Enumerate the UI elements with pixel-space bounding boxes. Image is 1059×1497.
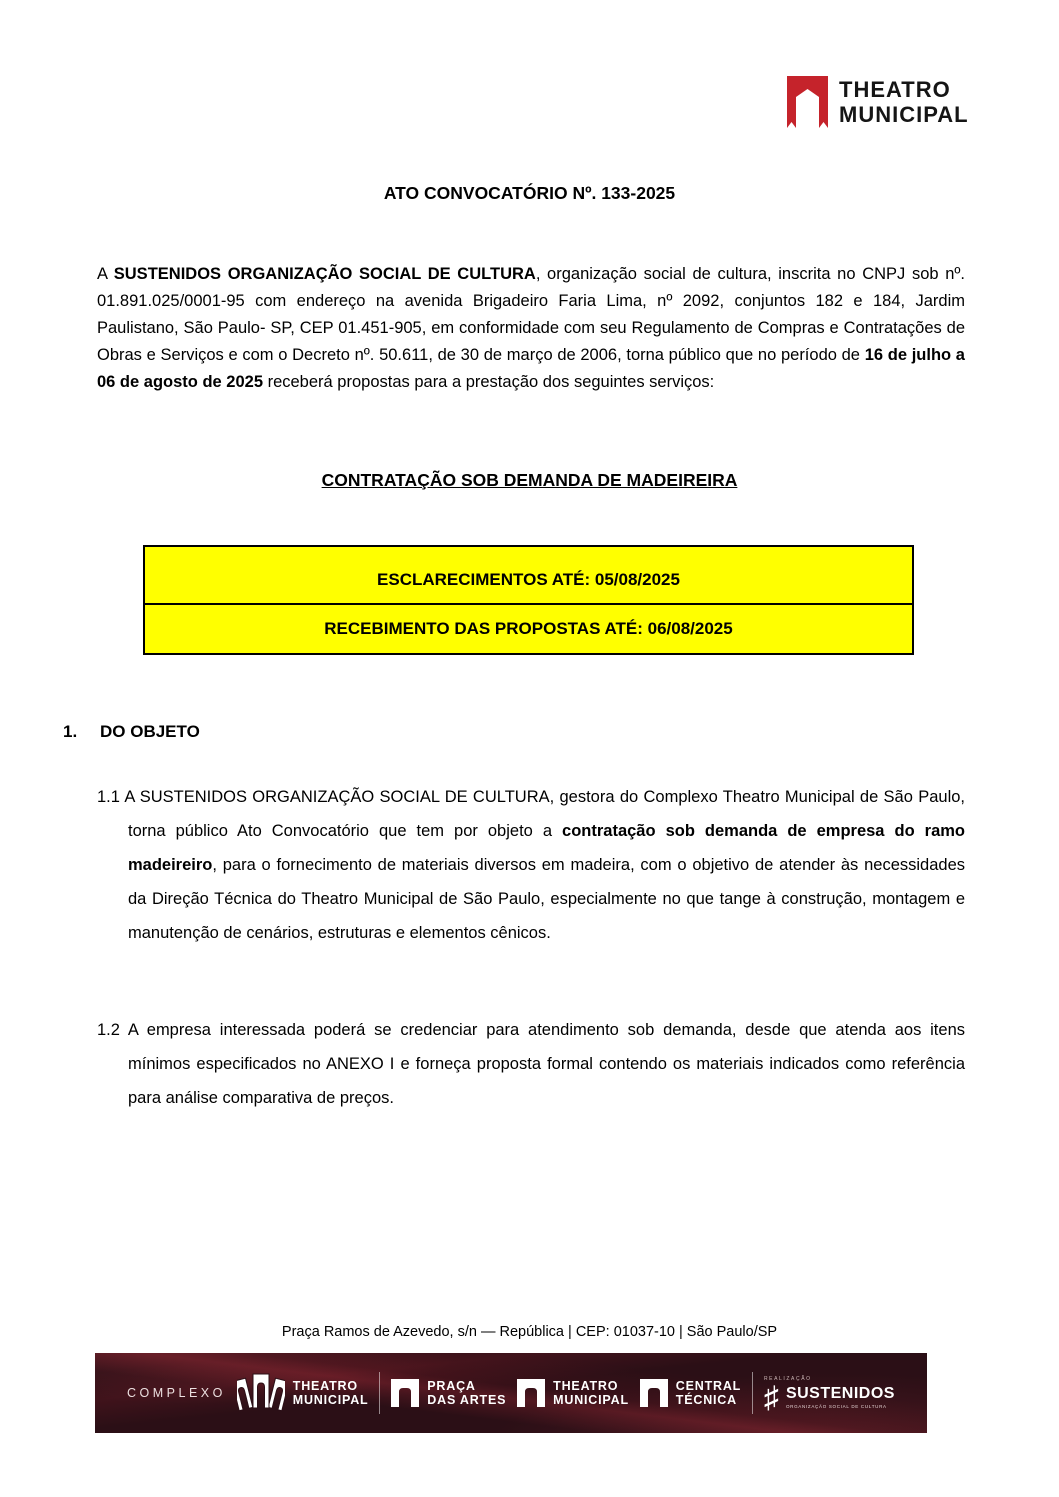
intro-period-bold: 16 de julho a 06 de agosto de 2025: [97, 346, 965, 391]
item-1-2-number: 1.2: [97, 1021, 120, 1039]
logo-wordmark: [839, 77, 969, 127]
intro-prefix: A: [97, 265, 114, 283]
footer-logo-bar: [95, 1353, 927, 1433]
sustenidos-name: SUSTENIDOS: [785, 1385, 895, 1402]
deadline-table: [143, 545, 914, 655]
footer-logo-central-tecnica: [640, 1379, 741, 1407]
logo-line2: MUNICIPAL: [839, 102, 969, 127]
footer-logo-praca-das-artes: [391, 1379, 506, 1407]
footer-logo-theatro-municipal-main: [237, 1371, 369, 1415]
sustenidos-text: [786, 1386, 895, 1409]
footer-divider: [752, 1372, 753, 1414]
footer-logo-line1: THEATRO: [553, 1379, 619, 1393]
sharp-icon: ♯: [763, 1380, 779, 1414]
item-1-1-number: 1.1: [97, 788, 120, 806]
section-1-number: 1.: [63, 722, 78, 741]
section-1-title: DO OBJETO: [100, 722, 200, 741]
intro-body: , organização social de cultura, inscrita no CNPJ sob nº. 01.891.025/0001-95 com endereço na avenida Brigadeiro Faria Lima, nº 2092, conjuntos 182 e 184, Jardim Paulistano, São Paulo- SP, CEP 01.451-905, em conformidade com seu Regulamento de Compras e Contratações de Obras e Serviços e com o Decreto nº. 50.611, de 30 de março de 2006, torna público que no período de: [97, 265, 965, 364]
footer-logo-line2: DAS ARTES: [427, 1393, 507, 1407]
complexo-label: COMPLEXO: [127, 1386, 226, 1400]
footer-divider: [379, 1372, 380, 1414]
footer-logo-text: [676, 1379, 741, 1407]
footer-logo-line1: THEATRO: [292, 1379, 358, 1393]
item-1-1-text-before: A SUSTENIDOS ORGANIZAÇÃO SOCIAL DE CULTURA, gestora do Complexo Theatro Municipal de São Paulo, torna público Ato Convocatório que tem por objeto a: [119, 788, 965, 840]
item-1-1-bold: contratação sob demanda de empresa do ramo madeireiro: [128, 822, 965, 874]
arch-icon: [517, 1379, 545, 1407]
item-1-1: [97, 780, 965, 950]
document-title: ATO CONVOCATÓRIO Nº. 133-2025: [383, 183, 676, 203]
arch-icon: [391, 1379, 419, 1407]
subject-heading: CONTRATAÇÃO SOB DEMANDA DE MADEIREIRA: [321, 470, 738, 490]
intro-paragraph: [97, 261, 965, 396]
deadline-row-esclarecimentos: ESCLARECIMENTOS ATÉ: 05/08/2025: [377, 570, 680, 589]
footer-logo-line1: CENTRAL: [675, 1379, 742, 1393]
theatro-municipal-logo: [787, 76, 969, 128]
intro-suffix: receberá propostas para a prestação dos seguintes serviços:: [263, 373, 715, 391]
footer-logo-line2: TÉCNICA: [675, 1393, 737, 1407]
sustenidos-tagline: ORGANIZAÇÃO SOCIAL DE CULTURA: [785, 1404, 887, 1409]
logo-line1: THEATRO: [839, 77, 951, 102]
item-1-1-text-after: , para o fornecimento de materiais diversos em madeira, com o objetivo de atender às necessidades da Direção Técnica do Theatro Municipal de São Paulo, especialmente no que tange à construção, montagem e manutenção de cenários, estruturas e elementos cênicos.: [128, 856, 965, 942]
footer-address: Praça Ramos de Azevedo, s/n — República | CEP: 01037-10 | São Paulo/SP: [281, 1324, 778, 1340]
footer-logo-line2: MUNICIPAL: [292, 1393, 369, 1407]
footer-logo-line1: PRAÇA: [427, 1379, 476, 1393]
deadline-row-recebimento: RECEBIMENTO DAS PROPOSTAS ATÉ: 06/08/2025: [145, 603, 912, 653]
theatro-arch-icon: [787, 76, 828, 128]
sustenidos-row: [763, 1380, 895, 1414]
footer-logo-text: [427, 1379, 506, 1407]
footer-logo-text: [553, 1379, 629, 1407]
footer-logo-sustenidos: [763, 1375, 895, 1414]
item-1-2: [97, 1013, 965, 1115]
footer-logo-line2: MUNICIPAL: [553, 1393, 629, 1407]
footer-logo-theatro-municipal: [517, 1379, 629, 1407]
intro-org-bold: SUSTENIDOS ORGANIZAÇÃO SOCIAL DE CULTURA: [113, 265, 536, 283]
theatro-municipal-fan-icon: [237, 1371, 285, 1415]
footer-logo-text: [293, 1379, 369, 1407]
item-1-2-text: A empresa interessada poderá se credenciar para atendimento sob demanda, desde que atenda aos itens mínimos especificados no ANEXO I e forneça proposta formal contendo os materiais indicados como referência para análise comparativa de preços.: [119, 1021, 965, 1107]
realizacao-label: REALIZAÇÃO: [763, 1375, 812, 1382]
arch-icon: [640, 1379, 668, 1407]
section-1-heading: [63, 722, 200, 742]
